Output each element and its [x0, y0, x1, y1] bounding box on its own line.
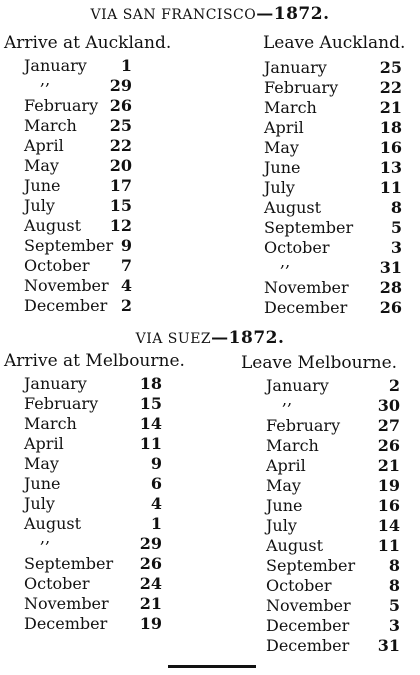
month-label: November: [266, 596, 351, 615]
closing-rule: [168, 665, 256, 668]
date-row: [24, 96, 132, 116]
month-label: February: [24, 394, 99, 413]
month-label: August: [264, 198, 322, 217]
month-label: July: [24, 494, 55, 513]
date-row: [266, 496, 400, 516]
month-label: December: [264, 298, 348, 317]
month-label: February: [264, 78, 339, 97]
day-value: 25: [109, 116, 132, 135]
date-row: [266, 516, 400, 536]
section-title-year: —1872.: [256, 4, 330, 24]
day-value: 3: [388, 616, 400, 635]
day-value: 22: [109, 136, 132, 155]
section-title-san-francisco: [0, 4, 420, 24]
date-row: [24, 494, 162, 514]
month-label: January: [264, 58, 327, 77]
day-value: 29: [139, 534, 162, 553]
date-row: [266, 390, 400, 416]
day-value: 11: [379, 178, 402, 197]
date-row: [266, 596, 400, 616]
day-value: 18: [139, 374, 162, 393]
day-value: 5: [390, 218, 402, 237]
month-label: December: [266, 636, 350, 655]
section-title-suez: [0, 328, 420, 348]
month-label: January: [266, 376, 329, 395]
month-label: December: [24, 296, 108, 315]
day-value: 1: [150, 514, 162, 533]
day-value: 12: [109, 216, 132, 235]
date-row: [24, 528, 162, 554]
day-value: 18: [379, 118, 402, 137]
month-label: May: [264, 138, 299, 157]
day-value: 25: [379, 58, 402, 77]
date-row: [264, 98, 402, 118]
month-label: June: [24, 176, 61, 195]
day-value: 27: [377, 416, 400, 435]
month-label: September: [266, 556, 356, 575]
date-row: [264, 138, 402, 158]
date-row: [24, 236, 132, 256]
month-label: March: [264, 98, 317, 117]
month-label: May: [266, 476, 301, 495]
date-row: [24, 374, 162, 394]
date-row: [24, 276, 132, 296]
date-row: [24, 216, 132, 236]
day-value: 26: [139, 554, 162, 573]
day-value: 31: [379, 258, 402, 277]
date-row: [24, 414, 162, 434]
month-label: October: [266, 576, 332, 595]
date-row: [264, 252, 402, 278]
month-label: July: [266, 516, 297, 535]
day-value: 29: [109, 76, 132, 95]
day-value: 13: [379, 158, 402, 177]
date-row: [24, 136, 132, 156]
date-row: [264, 58, 402, 78]
day-value: 31: [377, 636, 400, 655]
month-label: July: [264, 178, 295, 197]
day-value: 28: [379, 278, 402, 297]
date-row: [266, 536, 400, 556]
date-row: [24, 554, 162, 574]
month-label: February: [266, 416, 341, 435]
date-row: [24, 196, 132, 216]
month-label: ,,: [280, 252, 291, 271]
date-row: [266, 456, 400, 476]
day-value: 8: [390, 198, 402, 217]
date-row: [24, 434, 162, 454]
date-row: [266, 576, 400, 596]
heading-leave-auckland: Leave Auckland.: [263, 33, 406, 53]
day-value: 4: [150, 494, 162, 513]
date-row: [24, 256, 132, 276]
day-value: 11: [377, 536, 400, 555]
month-label: April: [24, 434, 64, 453]
month-label: October: [24, 574, 90, 593]
month-label: January: [24, 56, 87, 75]
day-value: 11: [139, 434, 162, 453]
month-label: August: [266, 536, 324, 555]
day-value: 21: [139, 594, 162, 613]
day-value: 26: [377, 436, 400, 455]
day-value: 2: [120, 296, 132, 315]
date-row: [264, 278, 402, 298]
month-label: December: [266, 616, 350, 635]
date-row: [266, 476, 400, 496]
month-label: November: [24, 276, 109, 295]
date-row: [24, 614, 162, 634]
month-label: June: [264, 158, 301, 177]
month-label: February: [24, 96, 99, 115]
day-value: 17: [109, 176, 132, 195]
date-row: [264, 158, 402, 178]
day-value: 20: [109, 156, 132, 175]
date-row: [266, 416, 400, 436]
day-value: 5: [388, 596, 400, 615]
date-row: [24, 116, 132, 136]
day-value: 2: [388, 376, 400, 395]
month-label: ,,: [282, 390, 293, 409]
day-value: 4: [120, 276, 132, 295]
month-label: April: [264, 118, 304, 137]
heading-arrive-melbourne: Arrive at Melbourne.: [4, 351, 185, 371]
date-row: [24, 296, 132, 316]
day-value: 14: [139, 414, 162, 433]
day-value: 30: [377, 396, 400, 415]
section-title-year: —1872.: [211, 328, 285, 348]
month-label: October: [24, 256, 90, 275]
day-value: 16: [377, 496, 400, 515]
day-value: 26: [109, 96, 132, 115]
month-label: May: [24, 454, 59, 473]
date-row: [266, 636, 400, 656]
day-value: 16: [379, 138, 402, 157]
date-row: [24, 70, 132, 96]
month-label: November: [24, 594, 109, 613]
day-value: 21: [377, 456, 400, 475]
date-row: [264, 118, 402, 138]
day-value: 26: [379, 298, 402, 317]
section-title-text: VIA SAN FRANCISCO: [90, 7, 257, 23]
day-value: 6: [150, 474, 162, 493]
month-label: April: [266, 456, 306, 475]
date-row: [24, 594, 162, 614]
month-label: September: [24, 236, 114, 255]
date-row: [24, 454, 162, 474]
date-row: [24, 574, 162, 594]
day-value: 22: [379, 78, 402, 97]
month-label: October: [264, 238, 330, 257]
month-label: August: [24, 514, 82, 533]
day-value: 1: [120, 56, 132, 75]
date-row: [264, 198, 402, 218]
day-value: 15: [109, 196, 132, 215]
month-label: July: [24, 196, 55, 215]
day-value: 3: [390, 238, 402, 257]
day-value: 9: [120, 236, 132, 255]
month-label: ,,: [40, 528, 51, 547]
month-label: September: [24, 554, 114, 573]
month-label: December: [24, 614, 108, 633]
date-row: [24, 394, 162, 414]
heading-leave-melbourne: Leave Melbourne.: [241, 353, 398, 373]
month-label: August: [24, 216, 82, 235]
month-label: September: [264, 218, 354, 237]
day-value: 14: [377, 516, 400, 535]
day-value: 24: [139, 574, 162, 593]
date-row: [24, 474, 162, 494]
day-value: 8: [388, 576, 400, 595]
date-row: [266, 616, 400, 636]
month-label: June: [24, 474, 61, 493]
heading-arrive-auckland: Arrive at Auckland.: [4, 33, 172, 53]
date-row: [24, 156, 132, 176]
day-value: 7: [120, 256, 132, 275]
month-label: May: [24, 156, 59, 175]
section-title-text: VIA SUEZ: [135, 331, 212, 347]
day-value: 21: [379, 98, 402, 117]
month-label: January: [24, 374, 87, 393]
month-label: November: [264, 278, 349, 297]
date-row: [24, 176, 132, 196]
date-row: [264, 78, 402, 98]
day-value: 15: [139, 394, 162, 413]
date-row: [264, 178, 402, 198]
day-value: 8: [388, 556, 400, 575]
day-value: 9: [150, 454, 162, 473]
month-label: April: [24, 136, 64, 155]
month-label: March: [266, 436, 319, 455]
month-label: ,,: [40, 70, 51, 89]
month-label: March: [24, 116, 77, 135]
date-row: [266, 436, 400, 456]
date-row: [264, 298, 402, 318]
day-value: 19: [139, 614, 162, 633]
date-row: [264, 218, 402, 238]
day-value: 19: [377, 476, 400, 495]
month-label: June: [266, 496, 303, 515]
date-row: [266, 556, 400, 576]
month-label: March: [24, 414, 77, 433]
